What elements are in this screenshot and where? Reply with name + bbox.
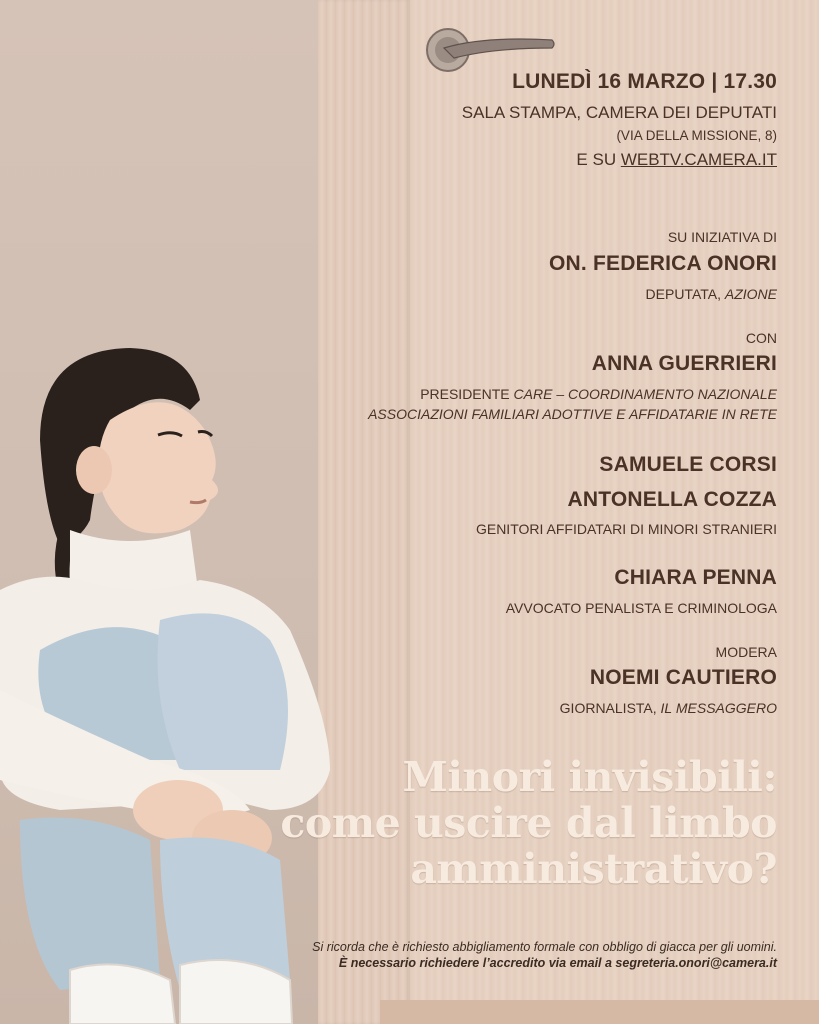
initiative-party: AZIONE	[724, 286, 777, 302]
webtv-link[interactable]: WEBTV.CAMERA.IT	[620, 150, 777, 169]
speaker-name-penna: CHIARA PENNA	[614, 566, 777, 589]
speaker-role-guerrieri-line2: ASSOCIAZIONI FAMILIARI ADOTTIVE E AFFIDATARIE IN RETE	[368, 406, 777, 422]
event-address: (VIA DELLA MISSIONE, 8)	[616, 128, 777, 143]
speaker-role-guerrieri-org1: CARE – COORDINAMENTO NAZIONALE	[513, 386, 777, 402]
moderator-label: MODERA	[715, 644, 777, 660]
speaker-role-guerrieri-prefix: PRESIDENTE	[420, 386, 514, 402]
floor	[380, 1000, 819, 1024]
speaker-role-guerrieri-line1	[420, 386, 777, 402]
speaker-role-corsi-cozza: GENITORI AFFIDATARI DI MINORI STRANIERI	[475, 521, 777, 537]
girl-photo-illustration	[0, 340, 340, 1024]
event-title-line1: Minori invisibili:	[402, 753, 777, 801]
event-title-line2: come uscire dal limbo	[280, 799, 777, 847]
dress-code-note: Si ricorda che è richiesto abbigliamento formale con obbligo di giacca per gli uomini.	[312, 940, 777, 954]
event-date-time: LUNEDÌ 16 MARZO | 17.30	[512, 70, 777, 93]
initiative-role	[646, 286, 777, 302]
initiative-name: ON. FEDERICA ONORI	[549, 252, 777, 275]
with-label: CON	[745, 330, 777, 346]
accreditation-note: È necessario richiedere l’accredito via email a segreteria.onori@camera.it	[338, 956, 777, 970]
initiative-label: SU INIZIATIVA DI	[667, 229, 777, 245]
event-venue: SALA STAMPA, CAMERA DEI DEPUTATI	[461, 103, 777, 122]
event-stream	[576, 150, 777, 170]
speaker-role-penna: AVVOCATO PENALISTA E CRIMINOLOGA	[505, 600, 777, 616]
moderator-role	[560, 700, 777, 716]
speaker-name-cozza: ANTONELLA COZZA	[567, 488, 777, 511]
speaker-name-guerrieri: ANNA GUERRIERI	[591, 352, 777, 375]
event-stream-prefix: E SU	[576, 150, 621, 169]
event-title-line3: amministrativo?	[410, 845, 777, 893]
moderator-role-prefix: GIORNALISTA,	[559, 700, 661, 716]
speaker-name-corsi: SAMUELE CORSI	[599, 453, 777, 476]
initiative-role-prefix: DEPUTATA,	[645, 286, 725, 302]
moderator-outlet: IL MESSAGGERO	[660, 700, 777, 716]
door-handle-illustration	[424, 26, 556, 74]
event-title	[280, 754, 777, 892]
moderator-name: NOEMI CAUTIERO	[589, 666, 777, 689]
